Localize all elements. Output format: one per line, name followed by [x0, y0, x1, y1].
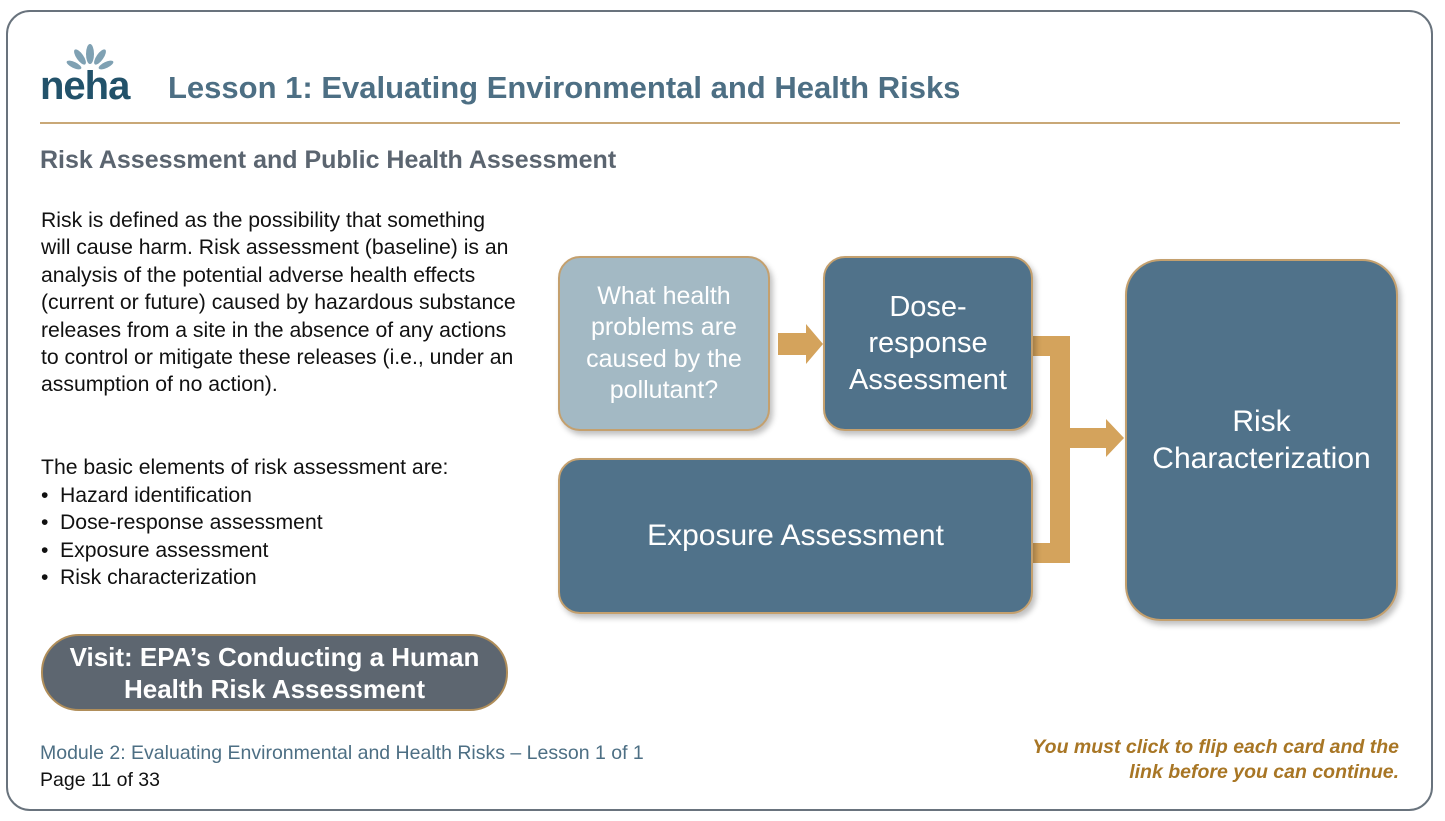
visit-button-line2: Health Risk Assessment	[123, 673, 426, 704]
note-line: link before you can continue.	[1129, 761, 1399, 783]
arrow-shaft	[778, 333, 806, 355]
list-item: • Dose-response assessment	[41, 509, 323, 536]
arrow-head	[806, 324, 823, 364]
note-line: You must click to flip each card and the	[1032, 736, 1399, 758]
module-label: Module 2: Evaluating Environmental and Health Risks – Lesson 1 of 1	[40, 742, 644, 764]
card-text-line: pollutant?	[609, 376, 719, 404]
card-text-line: problems are	[591, 313, 737, 341]
dose-response-card[interactable]	[823, 256, 1033, 431]
bracket-arrow-head	[1106, 419, 1124, 457]
page-counter: Page 11 of 33	[40, 769, 160, 791]
card-text-line: Risk	[1232, 405, 1291, 438]
card-text-line: caused by the	[586, 344, 742, 373]
list-item: • Hazard identification	[41, 482, 323, 509]
exposure-assessment-card[interactable]	[558, 458, 1033, 614]
bracket-arrow-shaft	[1070, 428, 1107, 448]
hazard-question-card[interactable]	[558, 256, 770, 431]
card-text-line: Characterization	[1152, 442, 1371, 475]
card-text-line: response	[868, 327, 988, 360]
page-title: Lesson 1: Evaluating Environmental and Health Risks	[168, 70, 961, 105]
list-item: • Risk characterization	[41, 564, 323, 591]
intro-paragraph: Risk is defined as the possibility that something will cause harm. Risk assessment (baseline) is an analysis of the potential adverse health effects (current or future) caused by hazardous substance releases from a site in the absence of any actions to control or mitigate these releases (i.e., under an assumption of no action).	[41, 209, 516, 397]
continue-instruction	[959, 735, 1399, 785]
elements-heading: The basic elements of risk assessment are:	[41, 456, 449, 479]
section-title: Risk Assessment and Public Health Assessment	[40, 146, 617, 174]
list-item: • Exposure assessment	[41, 537, 323, 564]
card-text-line: Exposure Assessment	[647, 519, 944, 552]
card-text-line: What health	[597, 281, 731, 310]
bracket-vertical	[1050, 336, 1070, 563]
risk-characterization-card[interactable]	[1125, 259, 1398, 621]
logo-wordmark: neha	[40, 64, 130, 108]
card-text-line: Dose-	[889, 290, 967, 323]
card-text-line: Assessment	[849, 363, 1007, 396]
visit-button-line1: Visit: EPA’s Conducting a Human	[69, 641, 480, 672]
